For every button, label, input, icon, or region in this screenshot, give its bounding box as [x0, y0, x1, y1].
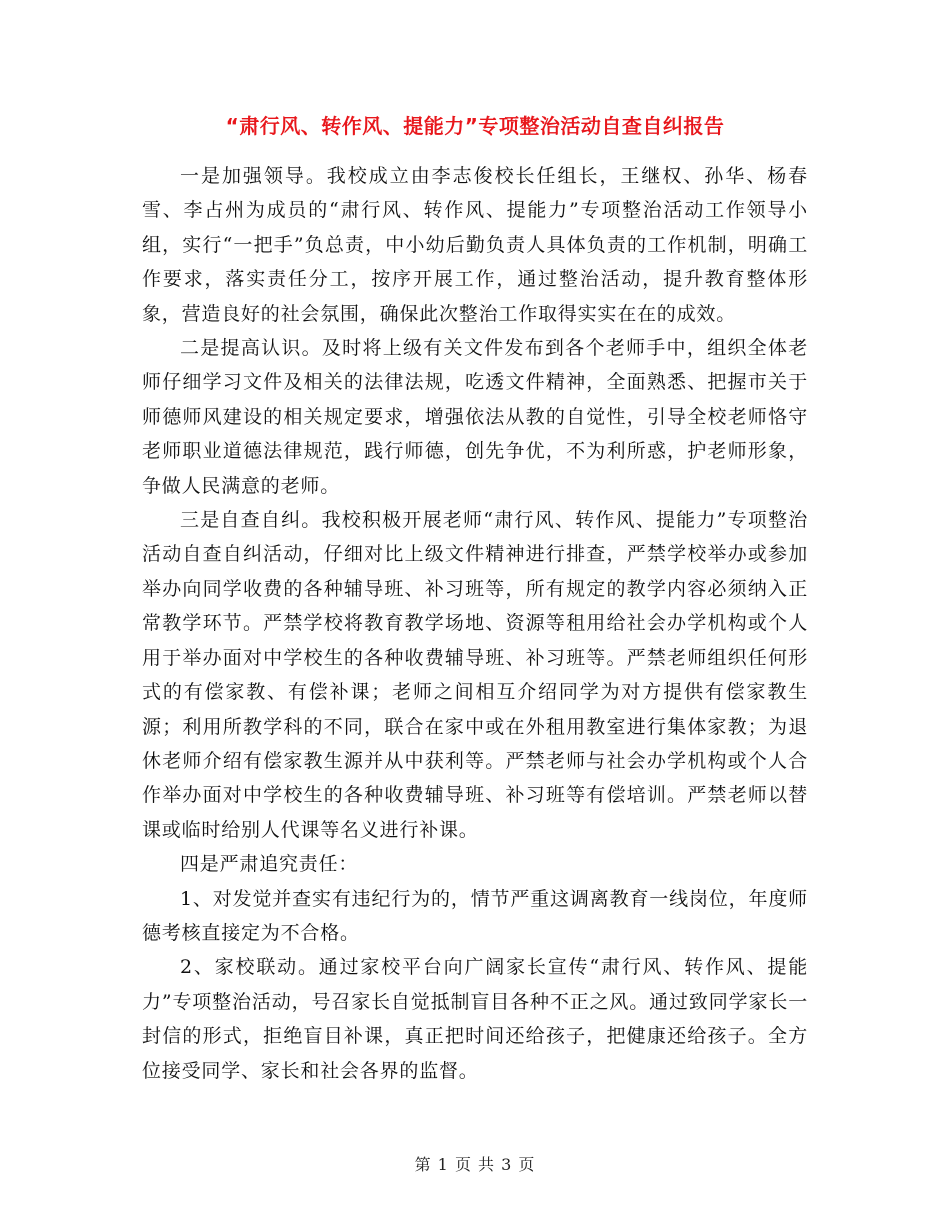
document-body	[142, 159, 808, 1088]
paragraph-accountability-item-2: 2、家校联动。通过家校平台向广阔家长宣传“肃行风、转作风、提能力”专项整治活动，号召家长自觉抵制盲目各种不正之风。通过致同学家长一封信的形式，拒绝盲目补课，真正把时间还给孩子，把健康还给孩子。全方位接受同学、家长和社会各界的监督。	[142, 956, 808, 1082]
page-number-footer: 第 1 页 共 3 页	[414, 1155, 536, 1174]
paragraph-awareness: 二是提高认识。及时将上级有关文件发布到各个老师手中，组织全体老师仔细学习文件及相关的法律法规，吃透文件精神，全面熟悉、把握市关于师德师风建设的相关规定要求，增强依法从教的自觉性，引导全校老师恪守老师职业道德法律规范，践行师德，创先争优，不为利所惑，护老师形象，争做人民满意的老师。	[142, 337, 808, 497]
paragraph-self-inspection: 三是自查自纠。我校积极开展老师“肃行风、转作风、提能力”专项整治活动自查自纠活动，仔细对比上级文件精神进行排查，严禁学校举办或参加举办向同学收费的各种辅导班、补习班等，所有规定的教学内容必须纳入正常教学环节。严禁学校将教育教学场地、资源等租用给社会办学机构或个人用于举办面对中学校生的各种收费辅导班、补习班等。严禁老师组织任何形式的有偿家教、有偿补课；老师之间相互介绍同学为对方提供有偿家教生源；利用所教学科的不同，联合在家中或在外租用教室进行集体家教；为退休老师介绍有偿家教生源并从中获利等。严禁老师与社会办学机构或个人合作举办面对中学校生的各种收费辅导班、补习班等有偿培训。严禁老师以替课或临时给别人代课等名义进行补课。	[142, 509, 808, 841]
paragraph-leadership: 一是加强领导。我校成立由李志俊校长任组长，王继权、孙华、杨春雪、李占州为成员的“肃行风、转作风、提能力”专项整治活动工作领导小组，实行“一把手”负总责，中小幼后勤负责人具体负责的工作机制，明确工作要求，落实责任分工，按序开展工作，通过整治活动，提升教育整体形象，营造良好的社会氛围，确保此次整治工作取得实实在在的成效。	[142, 165, 808, 325]
paragraph-accountability-item-1: 1、对发觉并查实有违纪行为的，情节严重这调离教育一线岗位，年度师德考核直接定为不合格。	[142, 887, 808, 944]
document-title: “肃行风、转作风、提能力”专项整治活动自查自纠报告	[225, 114, 725, 138]
paragraph-accountability-heading: 四是严肃追究责任：	[180, 853, 359, 876]
